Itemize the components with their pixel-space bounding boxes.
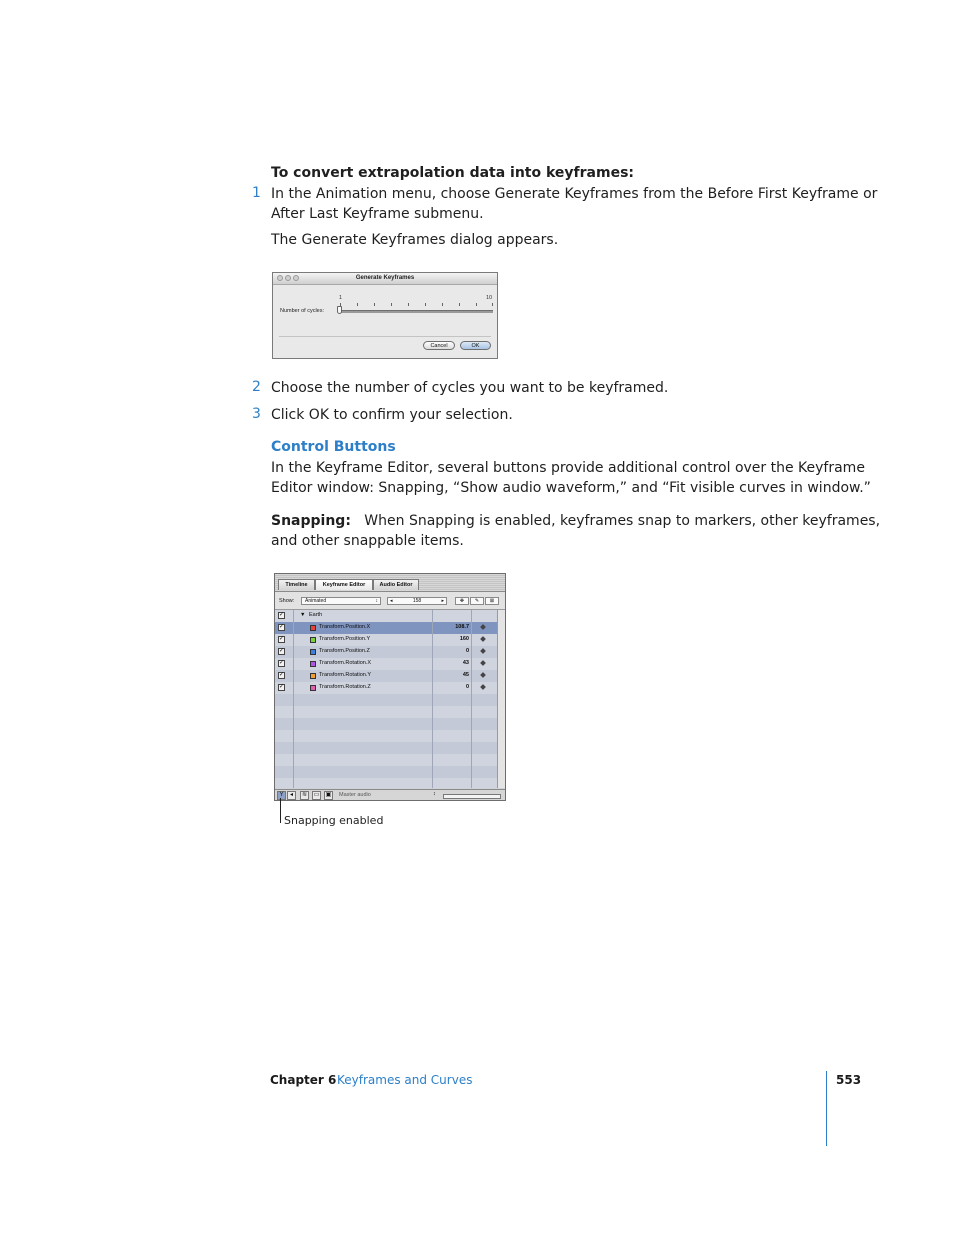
empty-row — [275, 730, 499, 742]
parameter-name: Transform.Rotation.Y — [319, 672, 372, 678]
parameter-value[interactable]: 45 — [462, 672, 469, 678]
slider-tick — [442, 303, 443, 306]
keyframe-editor-screenshot — [274, 573, 506, 801]
enable-checkbox[interactable]: ✓ — [279, 624, 285, 630]
curve-color-swatch — [310, 685, 316, 691]
figure-caption: Snapping enabled — [284, 814, 384, 827]
cancel-button[interactable]: Cancel — [423, 341, 455, 350]
slider-max-label: 10 — [486, 295, 493, 301]
empty-row — [275, 778, 499, 788]
dialog-divider — [279, 336, 491, 337]
enable-checkbox[interactable]: ✓ — [279, 660, 285, 666]
parameter-name: Transform.Position.X — [319, 624, 371, 630]
box-tool-icon[interactable]: ⊠ — [485, 597, 499, 605]
slider-tick — [425, 303, 426, 306]
audio-popup[interactable]: Master audio — [339, 792, 371, 798]
enable-checkbox[interactable]: ✓ — [279, 648, 285, 654]
sketch-tool-icon[interactable]: ✎ — [470, 597, 484, 605]
empty-row — [275, 706, 499, 718]
parameter-name: Transform.Position.Y — [319, 636, 371, 642]
parameter-list — [275, 610, 499, 788]
step-text: Choose the number of cycles you want to be keyframed. — [271, 380, 669, 396]
speaker-icon[interactable]: ◂ — [287, 791, 296, 800]
show-audio-waveform-button[interactable]: ≋ — [301, 792, 308, 798]
cycles-slider-thumb[interactable] — [337, 306, 342, 314]
empty-row — [275, 742, 499, 754]
paragraph-line: In the Keyframe Editor, several buttons provide additional control over the Keyframe — [271, 460, 865, 476]
slider-tick — [391, 303, 392, 306]
empty-row — [275, 718, 499, 730]
curve-color-swatch — [310, 637, 316, 643]
enable-checkbox[interactable]: ✓ — [279, 636, 285, 642]
tab-audio-editor[interactable]: Audio Editor — [373, 579, 419, 590]
table-row[interactable] — [275, 646, 499, 658]
close-window-icon[interactable] — [277, 275, 283, 281]
snapping-desc: When Snapping is enabled, keyframes snap to markers, other keyframes, — [364, 513, 881, 529]
show-label: Show: — [279, 598, 295, 604]
footer-chapter-title: Keyframes and Curves — [337, 1073, 473, 1087]
minimize-window-icon[interactable] — [285, 275, 291, 281]
step-text-line: In the Animation menu, choose Generate Keyframes from the Before First Keyframe or — [271, 186, 878, 202]
tab-timeline[interactable]: Timeline — [278, 579, 315, 590]
next-frame-icon[interactable]: ▸ — [441, 598, 444, 604]
curve-color-swatch — [310, 649, 316, 655]
snapping-term: Snapping: — [271, 513, 351, 529]
editor-bottom-bar — [275, 789, 505, 801]
slider-min-label: 1 — [339, 295, 343, 301]
column-divider — [471, 610, 472, 788]
parameter-value[interactable]: 160 — [459, 636, 469, 642]
table-row[interactable] — [275, 622, 499, 634]
snapping-button[interactable]: Y — [277, 791, 286, 800]
section-heading: Control Buttons — [271, 439, 396, 455]
popup-arrows-icon: ↕ — [433, 791, 436, 797]
parameter-value[interactable]: 0 — [465, 648, 469, 654]
show-popup-value: Animated — [305, 598, 327, 604]
procedure-heading: To convert extrapolation data into keyframes: — [271, 165, 635, 181]
empty-row — [275, 766, 499, 778]
callout-line — [280, 798, 281, 823]
zoom-slider[interactable] — [443, 794, 501, 799]
step-number: 1 — [252, 185, 261, 201]
keyframe-diamond-icon[interactable] — [480, 648, 486, 654]
parameter-name: Transform.Rotation.X — [319, 660, 372, 666]
generate-keyframes-dialog — [272, 272, 498, 359]
step-result: The Generate Keyframes dialog appears. — [271, 232, 559, 248]
previous-frame-icon[interactable]: ◂ — [390, 598, 393, 604]
keyframe-diamond-icon[interactable] — [480, 624, 486, 630]
parameter-value[interactable]: 43 — [462, 660, 469, 666]
parameter-value[interactable]: 0 — [465, 684, 469, 690]
slider-tick — [476, 303, 477, 306]
step-number: 2 — [252, 379, 261, 395]
enable-checkbox[interactable]: ✓ — [279, 612, 285, 618]
editor-toolbar — [275, 592, 505, 610]
list-item-group[interactable] — [275, 610, 499, 622]
dialog-title: Generate Keyframes — [355, 275, 415, 281]
clear-curve-icon[interactable]: ▣ — [325, 792, 332, 798]
column-divider — [432, 610, 433, 788]
curve-color-swatch — [310, 625, 316, 631]
footer-rule — [826, 1071, 827, 1146]
ok-button[interactable]: OK — [460, 341, 491, 350]
fit-curves-button[interactable]: ▭ — [313, 792, 320, 798]
curve-color-swatch — [310, 673, 316, 679]
tab-keyframe-editor[interactable]: Keyframe Editor — [315, 579, 373, 590]
curve-tool-icon[interactable]: ✥ — [455, 597, 469, 605]
enable-checkbox[interactable]: ✓ — [279, 672, 285, 678]
table-row[interactable] — [275, 658, 499, 670]
paragraph-line: Editor window: Snapping, “Show audio waveform,” and “Fit visible curves in window.” — [271, 480, 871, 496]
vertical-scrollbar[interactable] — [497, 610, 505, 788]
keyframe-diamond-icon[interactable] — [480, 684, 486, 690]
step-text: Click OK to confirm your selection. — [271, 407, 513, 423]
step-text-line: After Last Keyframe submenu. — [271, 206, 484, 222]
table-row[interactable] — [275, 682, 499, 694]
parameter-name: Transform.Position.Z — [319, 648, 370, 654]
snapping-description — [271, 511, 880, 551]
table-row[interactable] — [275, 634, 499, 646]
tab-bar — [275, 574, 505, 592]
curve-color-swatch — [310, 661, 316, 667]
zoom-window-icon[interactable] — [293, 275, 299, 281]
slider-tick — [357, 303, 358, 306]
slider-tick — [374, 303, 375, 306]
enable-checkbox[interactable]: ✓ — [279, 684, 285, 690]
table-row[interactable] — [275, 670, 499, 682]
keyframe-diamond-icon[interactable] — [480, 660, 486, 666]
group-name: Earth — [309, 612, 323, 618]
parameter-name: Transform.Rotation.Z — [319, 684, 371, 690]
slider-tick — [492, 303, 493, 306]
section-paragraph — [271, 458, 871, 498]
empty-row — [275, 694, 499, 706]
snapping-line — [271, 511, 880, 531]
disclosure-triangle-icon[interactable]: ▼ — [300, 612, 306, 618]
show-popup[interactable] — [301, 597, 381, 605]
parameter-value[interactable]: 108.7 — [455, 624, 469, 630]
keyframe-diamond-icon[interactable] — [480, 636, 486, 642]
step-number: 3 — [252, 406, 261, 422]
column-divider — [293, 610, 294, 788]
slider-tick — [408, 303, 409, 306]
slider-tick — [459, 303, 460, 306]
dialog-title-bar — [273, 273, 497, 285]
frame-field[interactable] — [387, 597, 447, 605]
cycles-slider-track[interactable] — [341, 310, 493, 313]
snapping-desc: and other snappable items. — [271, 533, 464, 549]
frame-value: 158 — [412, 598, 422, 604]
footer-chapter: Chapter 6 — [270, 1073, 337, 1087]
cycles-label: Number of cycles: — [280, 308, 325, 314]
empty-row — [275, 754, 499, 766]
keyframe-diamond-icon[interactable] — [480, 672, 486, 678]
popup-arrows-icon: ↕ — [375, 598, 378, 604]
page-number: 553 — [836, 1073, 862, 1087]
step-text — [271, 184, 877, 224]
